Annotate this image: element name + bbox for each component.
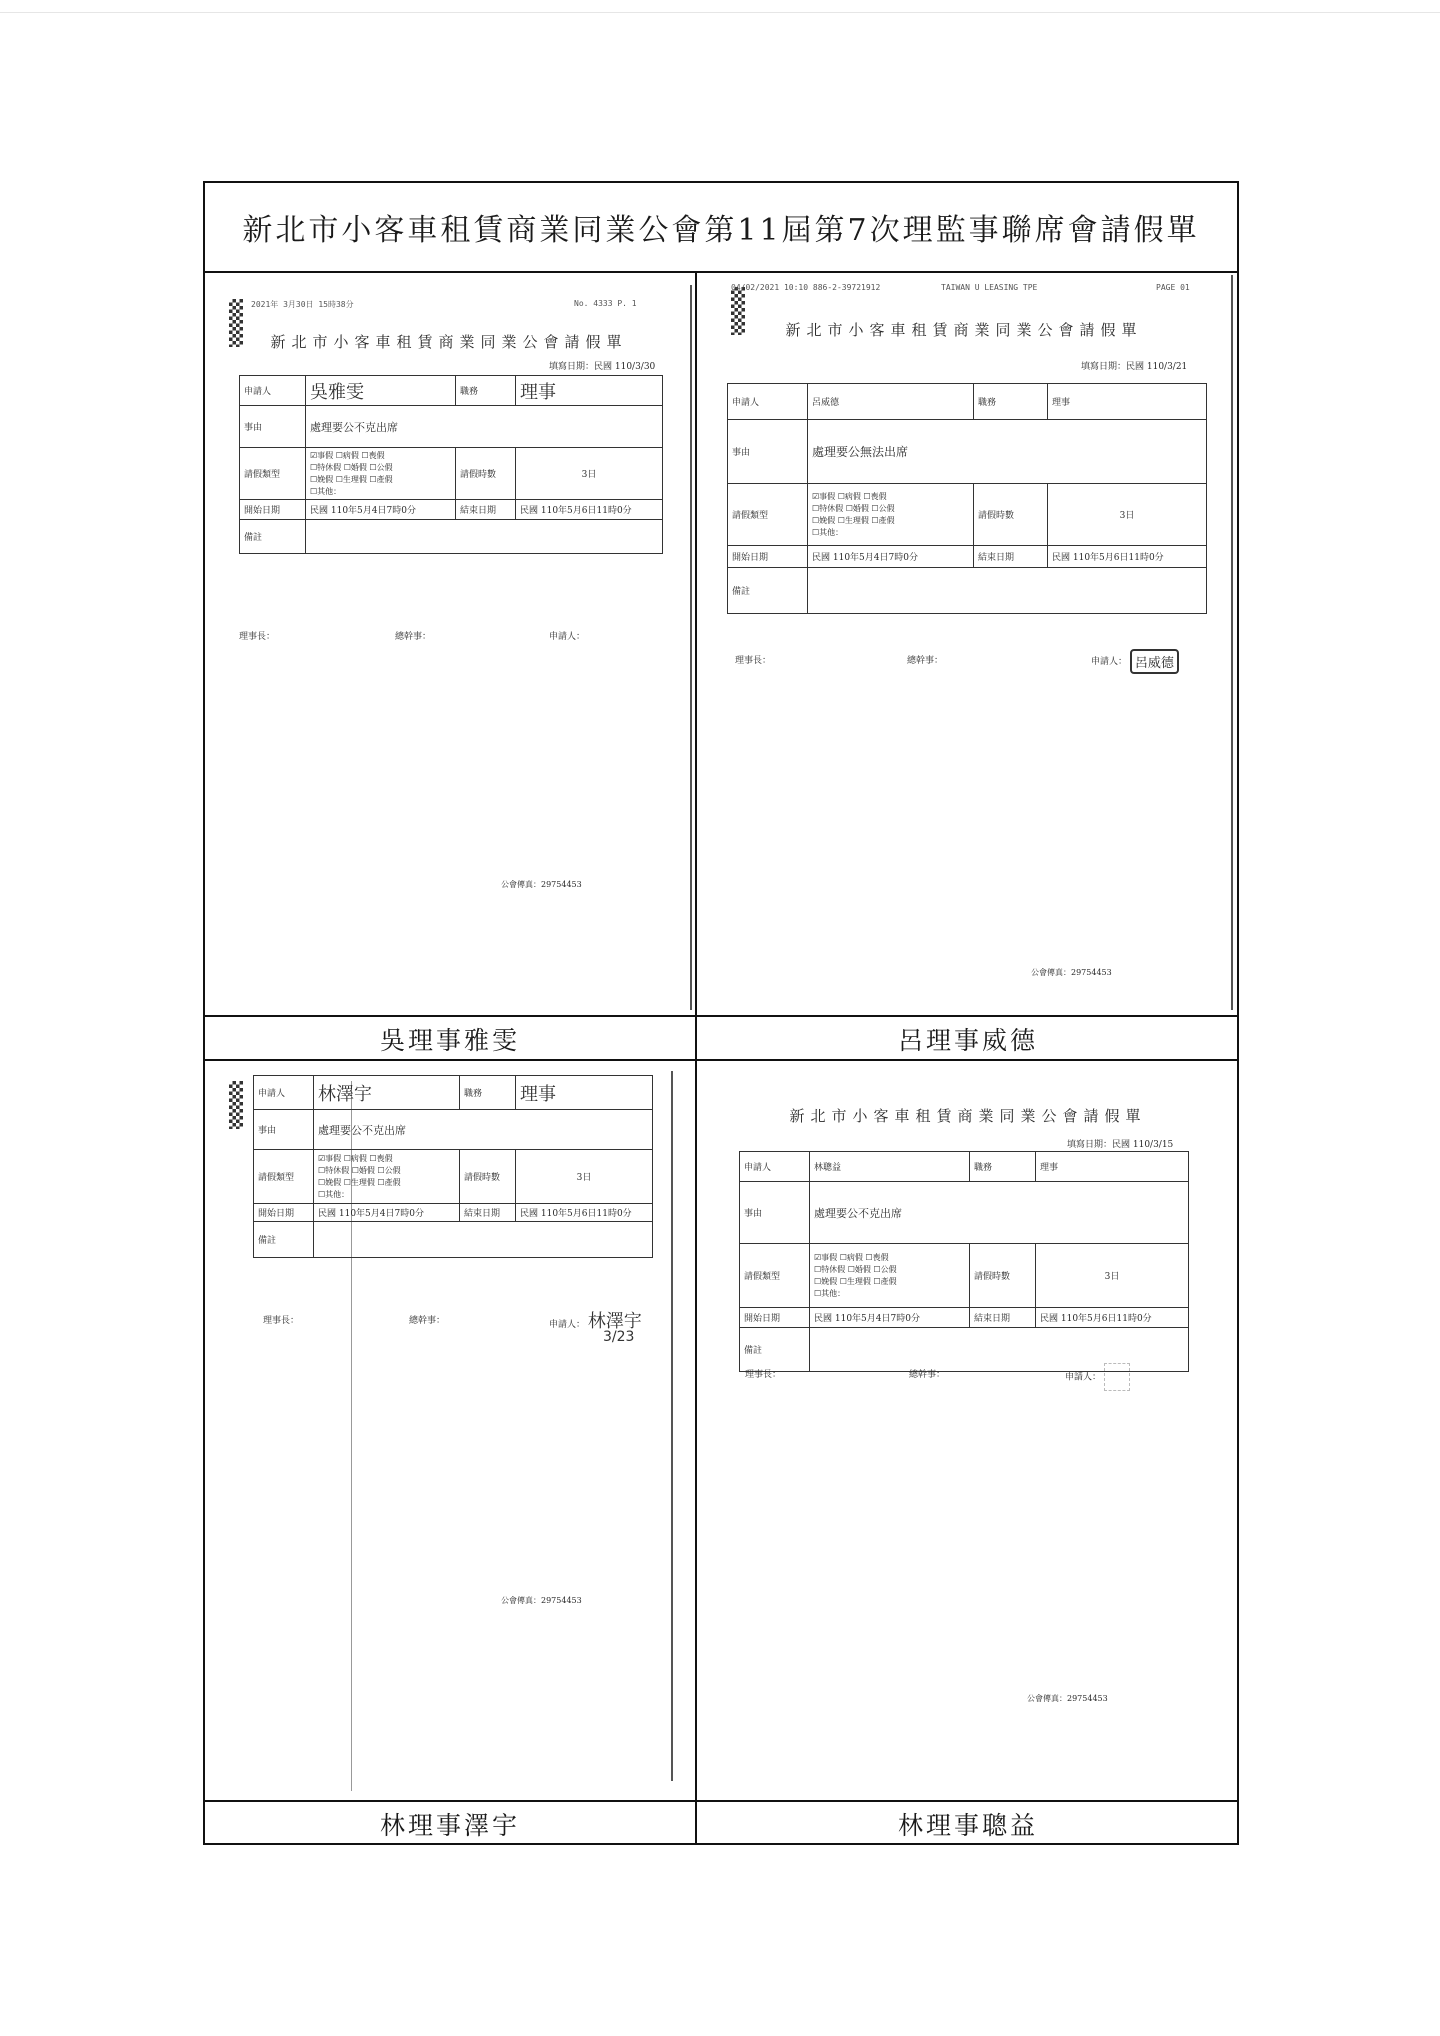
label-leave-hours: 請假時數 bbox=[970, 1244, 1036, 1308]
scan-edge bbox=[0, 12, 1440, 13]
form-title: 新北市小客車租賃商業同業公會請假單 bbox=[789, 1107, 1147, 1125]
fax-marker-icon bbox=[229, 1081, 243, 1129]
applicant-sign: 申請人： bbox=[549, 632, 586, 642]
fill-date: 填寫日期：民國 110/3/21 bbox=[1081, 362, 1188, 372]
leave-type-checkboxes: ☑事假 ☐病假 ☐喪假 ☐特休假 ☐婚假 ☐公假 ☐娩假 ☐生理假 ☐產假 ☐其他： bbox=[810, 1244, 970, 1308]
document-title: 新北市小客車租賃商業同業公會第11屆第7次理監事聯席會請假單 bbox=[205, 183, 1237, 273]
secretary-sign: 總幹事： bbox=[395, 632, 432, 642]
applicant-sign-row: 申請人： 林澤宇 bbox=[549, 1311, 642, 1332]
label-end: 結束日期 bbox=[970, 1308, 1036, 1328]
applicant-name: 林澤宇 bbox=[314, 1076, 460, 1110]
label-remark: 備註 bbox=[240, 520, 306, 554]
signature-date: 3/23 bbox=[603, 1329, 635, 1345]
applicant-name: 呂威德 bbox=[808, 384, 974, 420]
position-value: 理事 bbox=[516, 376, 663, 406]
label-start: 開始日期 bbox=[740, 1308, 810, 1328]
fax-edge bbox=[1231, 275, 1233, 1010]
label-position: 職務 bbox=[974, 384, 1048, 420]
label-position: 職務 bbox=[460, 1076, 516, 1110]
leave-form-lin-zeyu bbox=[205, 1061, 695, 1800]
leave-hours-value: 3日 bbox=[1036, 1244, 1189, 1308]
reason-value: 處理要公不克出席 bbox=[306, 406, 663, 448]
end-value: 民國 110年5月6日11時0分 bbox=[1036, 1308, 1189, 1328]
remark-value bbox=[808, 568, 1207, 614]
leave-form-wu bbox=[205, 275, 695, 1015]
leave-hours-value: 3日 bbox=[1048, 484, 1207, 546]
leave-form-lin-congyi bbox=[697, 1061, 1239, 1800]
label-end: 結束日期 bbox=[460, 1204, 516, 1222]
label-remark: 備註 bbox=[740, 1328, 810, 1372]
applicant-sign-row: 申請人： 呂威德 bbox=[1091, 649, 1179, 674]
fill-date: 填寫日期：民國 110/3/15 bbox=[1067, 1140, 1174, 1150]
caption-lin-zeyu: 林理事澤宇 bbox=[379, 1811, 520, 1840]
fax-number: 公會傳真：29754453 bbox=[1031, 968, 1112, 977]
position-value: 理事 bbox=[1048, 384, 1207, 420]
fax-page: PAGE 01 bbox=[1156, 283, 1190, 292]
reason-value: 處理要公不克出席 bbox=[314, 1110, 653, 1150]
start-value: 民國 110年5月4日7時0分 bbox=[314, 1204, 460, 1222]
chairman-sign: 理事長： bbox=[263, 1316, 300, 1326]
end-value: 民國 110年5月6日11時0分 bbox=[516, 500, 663, 520]
label-leave-type: 請假類型 bbox=[740, 1244, 810, 1308]
chairman-sign: 理事長： bbox=[735, 656, 772, 666]
label-position: 職務 bbox=[456, 376, 516, 406]
label-leave-hours: 請假時數 bbox=[460, 1150, 516, 1204]
label-position: 職務 bbox=[970, 1152, 1036, 1182]
leave-type-checkboxes: ☑事假 ☐病假 ☐喪假 ☐特休假 ☐婚假 ☐公假 ☐娩假 ☐生理假 ☐產假 ☐其他： bbox=[306, 448, 456, 500]
reason-value: 處理要公不克出席 bbox=[810, 1182, 1189, 1244]
position-value: 理事 bbox=[516, 1076, 653, 1110]
faint-stamp-icon bbox=[1104, 1363, 1130, 1391]
label-start: 開始日期 bbox=[728, 546, 808, 568]
start-value: 民國 110年5月4日7時0分 bbox=[808, 546, 974, 568]
secretary-sign: 總幹事： bbox=[907, 656, 944, 666]
fax-number: 公會傳真：29754453 bbox=[501, 880, 582, 889]
label-leave-hours: 請假時數 bbox=[974, 484, 1048, 546]
leave-type-checkboxes: ☑事假 ☐病假 ☐喪假 ☐特休假 ☐婚假 ☐公假 ☐娩假 ☐生理假 ☐產假 ☐其他： bbox=[808, 484, 974, 546]
caption-lu: 呂理事威德 bbox=[897, 1026, 1038, 1055]
chairman-sign: 理事長： bbox=[745, 1370, 782, 1380]
label-applicant: 申請人 bbox=[740, 1152, 810, 1182]
position-value: 理事 bbox=[1036, 1152, 1189, 1182]
signature-stamp: 呂威德 bbox=[1130, 649, 1179, 674]
secretary-sign: 總幹事： bbox=[409, 1316, 446, 1326]
fax-edge bbox=[690, 285, 692, 1010]
leave-sheet-table bbox=[203, 181, 1239, 1845]
remark-value bbox=[810, 1328, 1189, 1372]
leave-form-lu bbox=[697, 275, 1239, 1015]
label-start: 開始日期 bbox=[240, 500, 306, 520]
label-applicant: 申請人 bbox=[254, 1076, 314, 1110]
applicant-sign-row: 申請人： bbox=[1065, 1363, 1130, 1391]
start-value: 民國 110年5月4日7時0分 bbox=[306, 500, 456, 520]
leave-type-checkboxes: ☑事假 ☐病假 ☐喪假 ☐特休假 ☐婚假 ☐公假 ☐娩假 ☐生理假 ☐產假 ☐其他： bbox=[314, 1150, 460, 1204]
caption-wu: 吳理事雅雯 bbox=[379, 1026, 520, 1055]
label-remark: 備註 bbox=[728, 568, 808, 614]
fax-company: TAIWAN U LEASING TPE bbox=[941, 283, 1038, 292]
caption-lin-congyi: 林理事聰益 bbox=[897, 1811, 1038, 1840]
fax-number: 公會傳真：29754453 bbox=[501, 1596, 582, 1605]
label-reason: 事由 bbox=[740, 1182, 810, 1244]
label-leave-type: 請假類型 bbox=[254, 1150, 314, 1204]
label-leave-type: 請假類型 bbox=[728, 484, 808, 546]
fax-page: No. 4333 P. 1 bbox=[574, 299, 637, 308]
label-leave-hours: 請假時數 bbox=[456, 448, 516, 500]
form-title: 新北市小客車租賃商業同業公會請假單 bbox=[270, 333, 628, 351]
label-remark: 備註 bbox=[254, 1222, 314, 1258]
label-reason: 事由 bbox=[728, 420, 808, 484]
handwritten-signature: 林澤宇 bbox=[587, 1311, 642, 1332]
fax-header: 04/02/2021 10:10 886-2-39721912 bbox=[731, 283, 881, 292]
label-applicant: 申請人 bbox=[240, 376, 306, 406]
label-end: 結束日期 bbox=[456, 500, 516, 520]
remark-value bbox=[306, 520, 663, 554]
end-value: 民國 110年5月6日11時0分 bbox=[516, 1204, 653, 1222]
end-value: 民國 110年5月6日11時0分 bbox=[1048, 546, 1207, 568]
label-leave-type: 請假類型 bbox=[240, 448, 306, 500]
reason-value: 處理要公無法出席 bbox=[808, 420, 1207, 484]
leave-hours-value: 3日 bbox=[516, 1150, 653, 1204]
label-end: 結束日期 bbox=[974, 546, 1048, 568]
label-applicant: 申請人 bbox=[728, 384, 808, 420]
applicant-name: 林聰益 bbox=[810, 1152, 970, 1182]
applicant-name: 吳雅雯 bbox=[306, 376, 456, 406]
secretary-sign: 總幹事： bbox=[909, 1370, 946, 1380]
chairman-sign: 理事長： bbox=[239, 632, 276, 642]
label-reason: 事由 bbox=[254, 1110, 314, 1150]
fax-number: 公會傳真：29754453 bbox=[1027, 1694, 1108, 1703]
form-title: 新北市小客車租賃商業同業公會請假單 bbox=[785, 321, 1143, 339]
label-reason: 事由 bbox=[240, 406, 306, 448]
start-value: 民國 110年5月4日7時0分 bbox=[810, 1308, 970, 1328]
label-start: 開始日期 bbox=[254, 1204, 314, 1222]
fax-edge bbox=[671, 1071, 673, 1781]
fax-header: 2021年 3月30日 15時38分 bbox=[251, 300, 354, 309]
fill-date: 填寫日期：民國 110/3/30 bbox=[549, 362, 656, 372]
leave-hours-value: 3日 bbox=[516, 448, 663, 500]
remark-value bbox=[314, 1222, 653, 1258]
